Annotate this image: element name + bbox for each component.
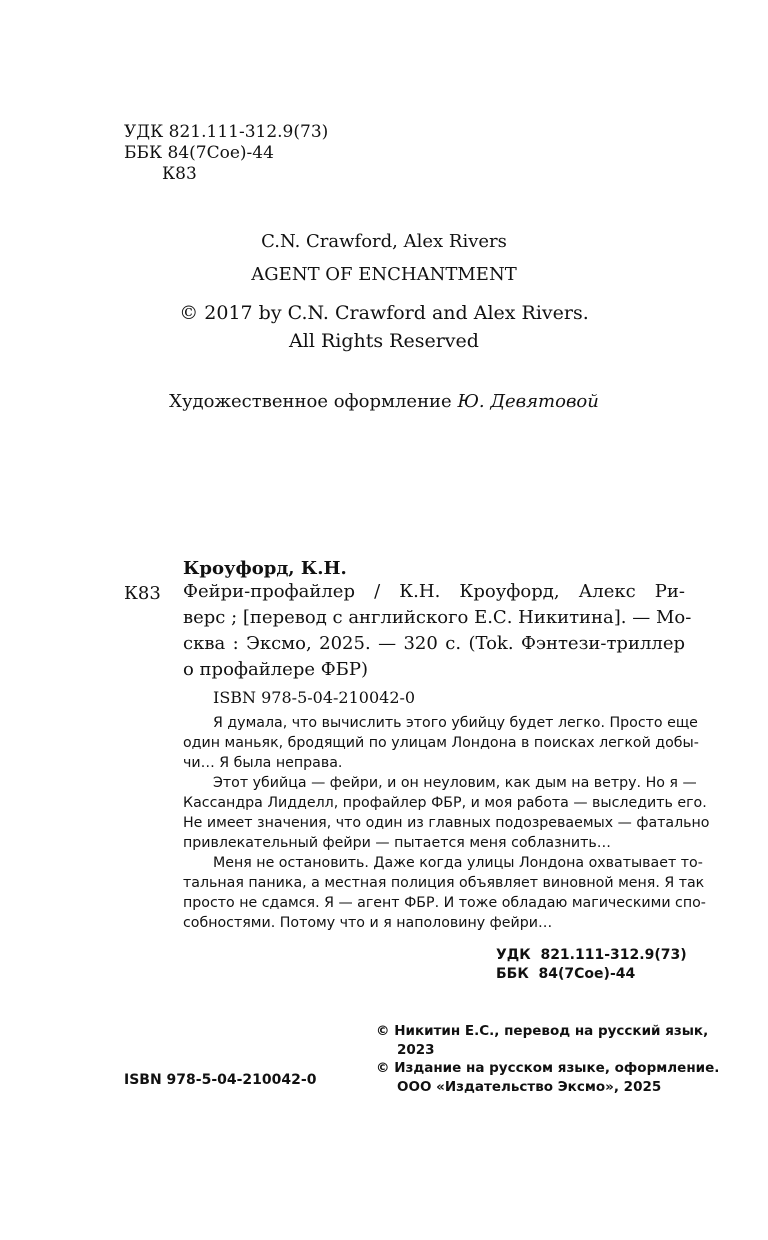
annotation-line: Кассандра Лидделл, профайлер ФБР, и моя работа — выследить его.: [183, 795, 707, 811]
classification-block: [496, 946, 687, 984]
annotation-line: собностями. Потому что и я наполовину фейри…: [183, 915, 553, 931]
entry-line: верс ; [перевод с английского Е.С. Никитина]. — Мо-: [183, 607, 692, 628]
bibliographic-entry: [183, 579, 692, 683]
annotation-line: чи… Я была неправа.: [183, 755, 343, 771]
original-authors: C.N. Crawford, Alex Rivers: [261, 231, 507, 252]
entry-isbn: ISBN 978-5-04-210042-0: [213, 688, 416, 707]
bbk-full: ББК 84(7Сое)-44: [496, 966, 636, 982]
translation-copyright: © Никитин Е.С., перевод на русский язык,: [376, 1023, 709, 1039]
copyright-block: [376, 1022, 719, 1096]
translation-year: 2023: [397, 1041, 435, 1058]
annotation-line: Не имеет значения, что один из главных подозреваемых — фатально: [183, 815, 710, 831]
design-label: Художественное оформление: [169, 391, 458, 412]
udk-code: УДК 821.111-312.9(73): [124, 122, 329, 142]
publisher-copyright: ООО «Издательство Эксмо», 2025: [397, 1078, 662, 1095]
entry-line: о профайлере ФБР): [183, 659, 369, 680]
annotation-line: Я думала, что вычислить этого убийцу будет легко. Просто еще: [213, 715, 698, 731]
entry-line: Фейри-профайлер / К.Н. Кроуфорд, Алекс Ри-: [183, 581, 685, 602]
annotation: [183, 713, 710, 933]
original-title: AGENT OF ENCHANTMENT: [251, 264, 517, 285]
entry-author: Кроуфорд, К.Н.: [183, 558, 347, 579]
annotation-line: тальная паника, а местная полиция объявляет виновной меня. Я так: [183, 875, 705, 891]
annotation-line: Меня не остановить. Даже когда улицы Лондона охватывает то-: [213, 855, 703, 871]
author-mark: К83: [162, 164, 197, 184]
design-credit: [0, 391, 768, 412]
original-copyright: © 2017 by C.N. Crawford and Alex Rivers.: [179, 302, 589, 324]
bbk-code: ББК 84(7Сое)-44: [124, 143, 274, 163]
annotation-line: привлекательный фейри — пытается меня соблазнить…: [183, 835, 611, 851]
design-artist: Ю. Девятовой: [457, 391, 599, 412]
entry-code: К83: [124, 583, 161, 604]
isbn-bottom: ISBN 978-5-04-210042-0: [124, 1072, 317, 1088]
edition-copyright: © Издание на русском языке, оформление.: [376, 1060, 720, 1076]
udk-full: УДК 821.111-312.9(73): [496, 947, 687, 963]
classification-codes: [124, 122, 328, 185]
entry-line: сква : Эксмо, 2025. — 320 с. (Tok. Фэнтези-триллер: [183, 633, 685, 654]
annotation-line: Этот убийца — фейри, и он неуловим, как дым на ветру. Но я —: [213, 775, 697, 791]
annotation-line: просто не сдамся. Я — агент ФБР. И тоже обладаю магическими спо-: [183, 895, 706, 911]
rights-reserved: All Rights Reserved: [289, 330, 479, 352]
annotation-line: один маньяк, бродящий по улицам Лондона в поисках легкой добы-: [183, 735, 699, 751]
